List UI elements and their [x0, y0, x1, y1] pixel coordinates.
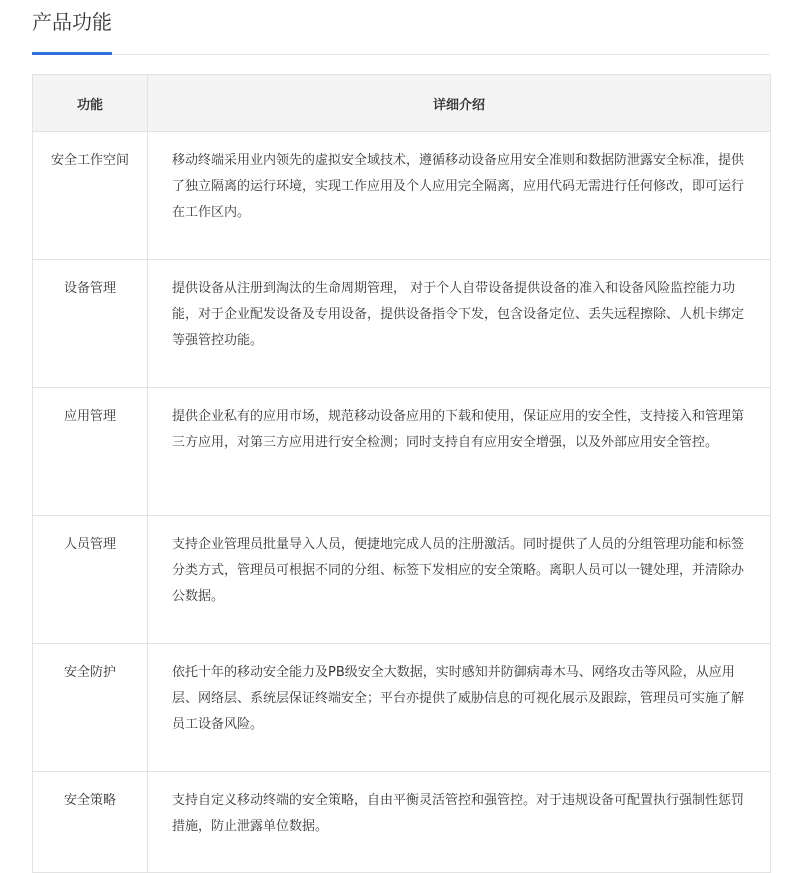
feature-description: 移动终端采用业内领先的虚拟安全域技术，遵循移动设备应用安全准则和数据防泄露安全标准，提供了独立隔离的运行环境，实现工作应用及个人应用完全隔离，应用代码无需进行任何修改，即可运行在工作区内。: [148, 132, 771, 260]
table-row: [33, 516, 771, 644]
table-header-row: [33, 75, 771, 132]
table-body: [33, 132, 771, 873]
feature-description: 支持企业管理员批量导入人员，便捷地完成人员的注册激活。同时提供了人员的分组管理功能和标签分类方式，管理员可根据不同的分组、标签下发相应的安全策略。离职人员可以一键处理，并清除办公数据。: [148, 516, 771, 644]
table-header: [33, 75, 771, 132]
feature-name: 安全策略: [33, 772, 148, 873]
header-feature: 功能: [33, 75, 148, 132]
section-title: 产品功能: [32, 10, 112, 34]
feature-name: 设备管理: [33, 260, 148, 388]
title-underline: [32, 52, 112, 55]
feature-name: 应用管理: [33, 388, 148, 516]
section-header: [32, 0, 770, 55]
feature-description: 提供企业私有的应用市场，规范移动设备应用的下载和使用，保证应用的安全性，支持接入和管理第三方应用，对第三方应用进行安全检测；同时支持自有应用安全增强，以及外部应用安全管控。: [148, 388, 771, 516]
table-row: [33, 388, 771, 516]
feature-name: 人员管理: [33, 516, 148, 644]
feature-name: 安全防护: [33, 644, 148, 772]
table-row: [33, 132, 771, 260]
table-row: [33, 260, 771, 388]
feature-table: [32, 74, 771, 873]
table-row: [33, 772, 771, 873]
table-row: [33, 644, 771, 772]
header-details: 详细介绍: [148, 75, 771, 132]
feature-description: 提供设备从注册到淘汰的生命周期管理， 对于个人自带设备提供设备的准入和设备风险监控能力功能，对于企业配发设备及专用设备，提供设备指令下发，包含设备定位、丢失远程擦除、人机卡绑定等强管控功能。: [148, 260, 771, 388]
feature-description: 依托十年的移动安全能力及PB级安全大数据，实时感知并防御病毒木马、网络攻击等风险，从应用层、网络层、系统层保证终端安全；平台亦提供了威胁信息的可视化展示及跟踪，管理员可实施了解员工设备风险。: [148, 644, 771, 772]
feature-description: 支持自定义移动终端的安全策略，自由平衡灵活管控和强管控。对于违规设备可配置执行强制性惩罚措施，防止泄露单位数据。: [148, 772, 771, 873]
feature-name: 安全工作空间: [33, 132, 148, 260]
